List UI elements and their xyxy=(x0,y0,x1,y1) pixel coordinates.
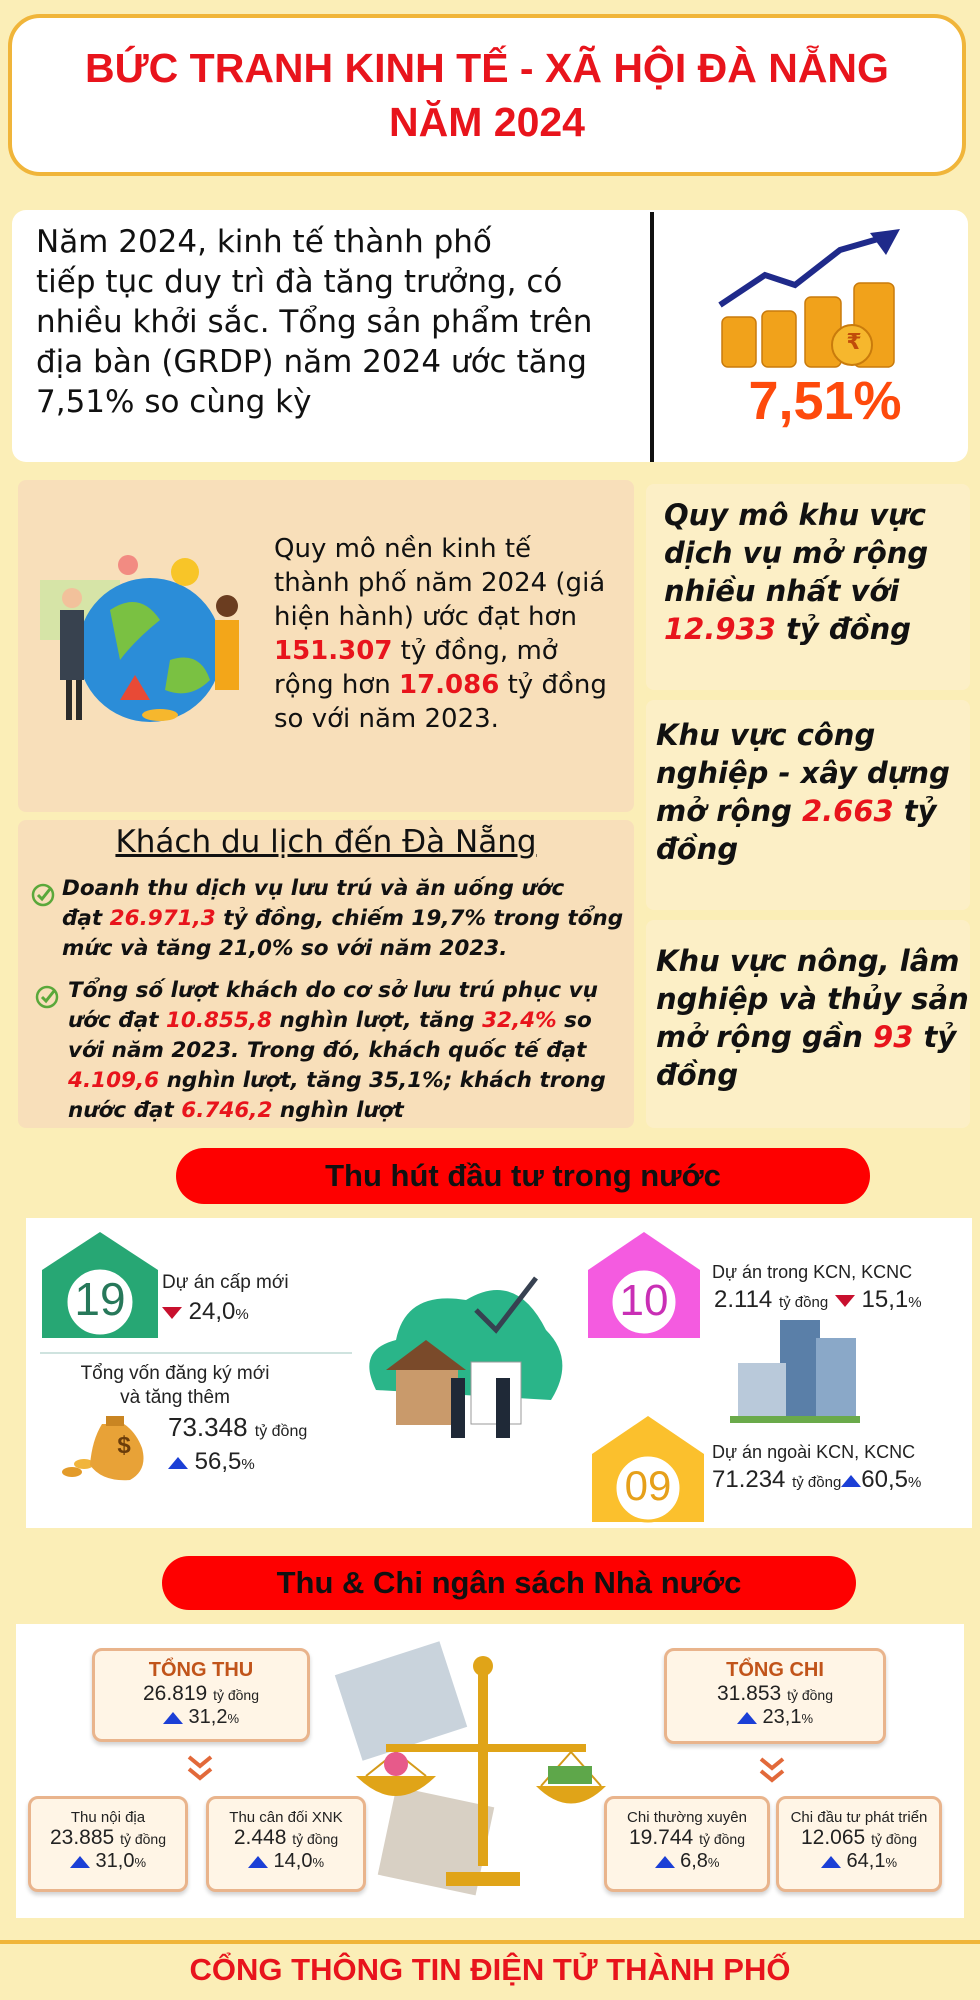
scale-value: 151.307 xyxy=(274,636,393,666)
agri-text xyxy=(656,942,972,1094)
tourism-text-part: nước đạt xyxy=(68,1098,182,1123)
capital-change-value: 56,5 xyxy=(194,1448,242,1475)
capital-value-number: 73.348 xyxy=(168,1412,248,1442)
industry-line: Khu vực công xyxy=(656,718,876,752)
arrow-up-icon xyxy=(841,1475,861,1487)
out-kcn-value-number: 71.234 xyxy=(712,1466,786,1493)
dev-spending-title: Chi đầu tư phát triển xyxy=(790,1809,928,1826)
in-kcn-change-value: 15,1 xyxy=(861,1286,909,1313)
budget-heading: Thu & Chi ngân sách Nhà nước xyxy=(162,1556,856,1610)
domestic-revenue-change xyxy=(31,1850,185,1873)
scale-line xyxy=(274,634,634,668)
total-revenue-change-value: 31,2 xyxy=(188,1706,228,1728)
check-circle-icon xyxy=(34,984,60,1010)
regular-spending-change-value: 6,8 xyxy=(680,1850,708,1872)
service-line xyxy=(664,610,964,648)
domestic-visitors-value: 6.746,2 xyxy=(181,1098,273,1123)
scale-increase-value: 17.086 xyxy=(398,670,500,700)
tourism-line xyxy=(62,904,632,934)
service-line: nhiều nhất với xyxy=(664,574,900,608)
unit-label: tỷ đồng xyxy=(120,1831,166,1847)
domestic-revenue-title: Thu nội địa xyxy=(70,1809,146,1826)
tourism-text-part: đạt xyxy=(62,906,110,931)
tourism-text-part: ước đạt xyxy=(68,1008,166,1033)
tourism-text-part: nghìn lượt, tăng xyxy=(272,1008,483,1033)
arrow-up-icon xyxy=(70,1856,90,1868)
service-value: 12.933 xyxy=(664,612,776,646)
chevron-down-icon xyxy=(758,1756,786,1786)
divider xyxy=(650,212,654,462)
grdp-line: tiếp tục duy trì đà tăng trưởng, có xyxy=(36,264,563,300)
out-kcn-value xyxy=(712,1466,921,1494)
total-spending-card xyxy=(664,1648,886,1744)
in-kcn-value xyxy=(714,1286,922,1314)
percent-sign: % xyxy=(235,1306,249,1323)
agri-line xyxy=(656,1018,972,1056)
new-projects-change-value: 24,0 xyxy=(188,1298,236,1325)
service-line: Quy mô khu vực xyxy=(664,498,926,532)
balance-scale-icon xyxy=(326,1636,626,1906)
industry-unit: tỷ xyxy=(893,794,937,828)
scale-line: hiện hành) ước đạt hơn xyxy=(274,602,577,632)
check-circle-icon xyxy=(30,882,56,908)
tourism-heading: Khách du lịch đến Đà Nẵng xyxy=(115,824,537,860)
tourism-line: Doanh thu dịch vụ lưu trú và ăn uống ước xyxy=(62,876,565,901)
arrow-up-icon xyxy=(737,1712,757,1724)
service-unit: tỷ đồng xyxy=(775,612,911,646)
title-banner xyxy=(8,14,966,176)
grdp-line: địa bàn (GRDP) năm 2024 ước tăng xyxy=(36,344,587,380)
footer-rule xyxy=(0,1940,980,1944)
agri-text-part: mở rộng gần xyxy=(656,1020,874,1054)
grdp-growth-value: 7,51% xyxy=(748,371,902,431)
total-revenue-value xyxy=(95,1682,307,1706)
investment-heading: Thu hút đầu tư trong nước xyxy=(176,1148,870,1204)
arrow-down-icon xyxy=(162,1307,182,1319)
unit-label: tỷ đồng xyxy=(699,1831,745,1847)
regular-spending-value xyxy=(607,1826,767,1850)
service-line: dịch vụ mở rộng xyxy=(664,536,929,570)
tourism-text-part: tỷ đồng, chiếm 19,7% trong tổng xyxy=(215,906,624,931)
xnk-revenue-title: Thu cân đối XNK xyxy=(229,1809,343,1826)
arrow-down-icon xyxy=(835,1295,855,1307)
tourism-line: với năm 2023. Trong đó, khách quốc tế đạt xyxy=(68,1038,587,1063)
out-kcn-count: 09 xyxy=(624,1462,672,1509)
capital-label xyxy=(40,1362,310,1410)
unit-label: tỷ đồng xyxy=(778,1294,829,1311)
in-kcn-count: 10 xyxy=(619,1276,669,1325)
scale-text-part: tỷ đồng, mở xyxy=(392,636,558,666)
agri-line: đồng xyxy=(656,1058,739,1092)
industry-text xyxy=(656,716,968,868)
percent-sign: % xyxy=(134,1855,147,1870)
tourism-line xyxy=(68,1096,634,1126)
percent-sign: % xyxy=(801,1711,814,1726)
dev-spending-change xyxy=(779,1850,939,1873)
industry-line: đồng xyxy=(656,832,739,866)
percent-sign: % xyxy=(885,1855,898,1870)
capital-label-line: và tăng thêm xyxy=(120,1387,230,1408)
arrow-up-icon xyxy=(248,1856,268,1868)
percent-sign: % xyxy=(312,1855,325,1870)
globe-people-icon xyxy=(40,550,250,730)
dev-spending-card xyxy=(776,1796,942,1892)
total-revenue-change xyxy=(95,1706,307,1729)
xnk-revenue-number: 2.448 xyxy=(233,1826,287,1849)
new-projects-count: 19 xyxy=(74,1273,126,1325)
tourism-revenue-value: 26.971,3 xyxy=(109,906,216,931)
new-projects-change xyxy=(162,1298,249,1326)
percent-sign: % xyxy=(908,1294,922,1311)
regular-spending-change xyxy=(607,1850,767,1873)
regular-spending-card xyxy=(604,1796,770,1892)
service-text xyxy=(664,496,964,648)
page-title-year: NĂM 2024 xyxy=(389,99,585,145)
regular-spending-number: 19.744 xyxy=(628,1826,694,1849)
footer-text: CỔNG THÔNG TIN ĐIỆN TỬ THÀNH PHỐ xyxy=(189,1952,791,1987)
unit-label: tỷ đồng xyxy=(871,1831,917,1847)
total-spending-change xyxy=(667,1706,883,1729)
total-spending-number: 31.853 xyxy=(716,1682,782,1705)
office-buildings-icon xyxy=(730,1318,860,1423)
visitors-value: 10.855,8 xyxy=(165,1008,273,1033)
handshake-house-icon xyxy=(356,1270,571,1450)
unit-label: tỷ đồng xyxy=(787,1687,833,1703)
total-spending-value xyxy=(667,1682,883,1706)
domestic-revenue-card xyxy=(28,1796,188,1892)
grdp-text xyxy=(36,222,636,422)
agri-line: nghiệp và thủy sản xyxy=(656,982,969,1016)
in-kcn-value-number: 2.114 xyxy=(714,1286,773,1313)
scale-line xyxy=(274,668,634,702)
total-revenue-number: 26.819 xyxy=(142,1682,208,1705)
industry-text-part: mở rộng xyxy=(656,794,802,828)
percent-sign: % xyxy=(227,1711,240,1726)
dev-spending-change-value: 64,1 xyxy=(846,1850,886,1872)
total-spending-title: TỔNG CHI xyxy=(726,1659,824,1681)
in-kcn-label: Dự án trong KCN, KCNC xyxy=(712,1262,913,1282)
dollar-sign: $ xyxy=(117,1432,131,1459)
chevron-down-icon xyxy=(186,1754,214,1784)
scale-text-part: tỷ đồng xyxy=(499,670,607,700)
percent-sign: % xyxy=(241,1456,255,1473)
arrow-up-icon xyxy=(821,1856,841,1868)
out-kcn-change-value: 60,5 xyxy=(861,1466,909,1493)
divider xyxy=(40,1352,352,1354)
page-title: BỨC TRANH KINH TẾ - XÃ HỘI ĐÀ NẴNG xyxy=(85,45,889,91)
visitors-growth: 32,4% xyxy=(482,1008,557,1033)
domestic-revenue-value xyxy=(31,1826,185,1850)
scale-line: thành phố năm 2024 (giá xyxy=(274,568,606,598)
total-spending-change-value: 23,1 xyxy=(762,1706,802,1728)
agri-value: 93 xyxy=(873,1020,914,1054)
tourism-line: Tổng số lượt khách do cơ sở lưu trú phục vụ xyxy=(68,978,598,1003)
industry-line xyxy=(656,792,968,830)
industry-line: nghiệp - xây dựng xyxy=(656,756,950,790)
tourism-line xyxy=(68,1066,634,1096)
domestic-revenue-change-value: 31,0 xyxy=(95,1850,135,1872)
out-kcn-label: Dự án ngoài KCN, KCNC xyxy=(712,1442,916,1462)
money-bag-icon xyxy=(62,1410,152,1485)
unit-label: tỷ đồng xyxy=(792,1474,842,1491)
growth-coins-icon xyxy=(710,225,920,375)
tourism-text-part: so xyxy=(556,1008,592,1033)
percent-sign: % xyxy=(908,1474,922,1491)
scale-text-part: rộng hơn xyxy=(274,670,399,700)
regular-spending-title: Chi thường xuyên xyxy=(627,1809,747,1826)
scale-text xyxy=(274,532,634,736)
total-revenue-title: TỔNG THU xyxy=(148,1659,254,1681)
intl-visitors-value: 4.109,6 xyxy=(68,1068,160,1093)
grdp-line: 7,51% so cùng kỳ xyxy=(36,384,312,420)
unit-label: tỷ đồng xyxy=(254,1423,308,1440)
rupee-symbol: ₹ xyxy=(846,330,862,355)
industry-value: 2.663 xyxy=(801,794,894,828)
tourism-visitors-text xyxy=(68,976,634,1126)
grdp-line: nhiều khởi sắc. Tổng sản phẩm trên xyxy=(36,304,593,340)
tourism-revenue-text xyxy=(62,874,632,964)
arrow-up-icon xyxy=(655,1856,675,1868)
domestic-revenue-number: 23.885 xyxy=(49,1826,115,1849)
tourism-line xyxy=(68,1006,634,1036)
agri-unit: tỷ xyxy=(913,1020,957,1054)
capital-value xyxy=(168,1412,307,1443)
unit-label: tỷ đồng xyxy=(213,1687,259,1703)
tourism-text-part: nghìn lượt, tăng 35,1%; khách trong xyxy=(159,1068,606,1093)
grdp-line: Năm 2024, kinh tế thành phố xyxy=(36,224,492,260)
arrow-up-icon xyxy=(163,1712,183,1724)
tourism-text-part: nghìn lượt xyxy=(272,1098,404,1123)
unit-label: tỷ đồng xyxy=(292,1831,339,1847)
arrow-up-icon xyxy=(168,1457,188,1469)
xnk-revenue-change-value: 14,0 xyxy=(273,1850,313,1872)
dev-spending-number: 12.065 xyxy=(800,1826,866,1849)
tourism-line: mức và tăng 21,0% so với năm 2023. xyxy=(62,936,508,961)
scale-line: Quy mô nền kinh tế xyxy=(274,534,532,564)
new-projects-label: Dự án cấp mới xyxy=(162,1272,289,1293)
total-revenue-card xyxy=(92,1648,310,1742)
capital-label-line: Tổng vốn đăng ký mới xyxy=(80,1363,270,1384)
agri-line: Khu vực nông, lâm xyxy=(656,944,960,978)
percent-sign: % xyxy=(707,1855,720,1870)
scale-line: so với năm 2023. xyxy=(274,704,499,734)
dev-spending-value xyxy=(779,1826,939,1850)
capital-change xyxy=(168,1448,255,1476)
